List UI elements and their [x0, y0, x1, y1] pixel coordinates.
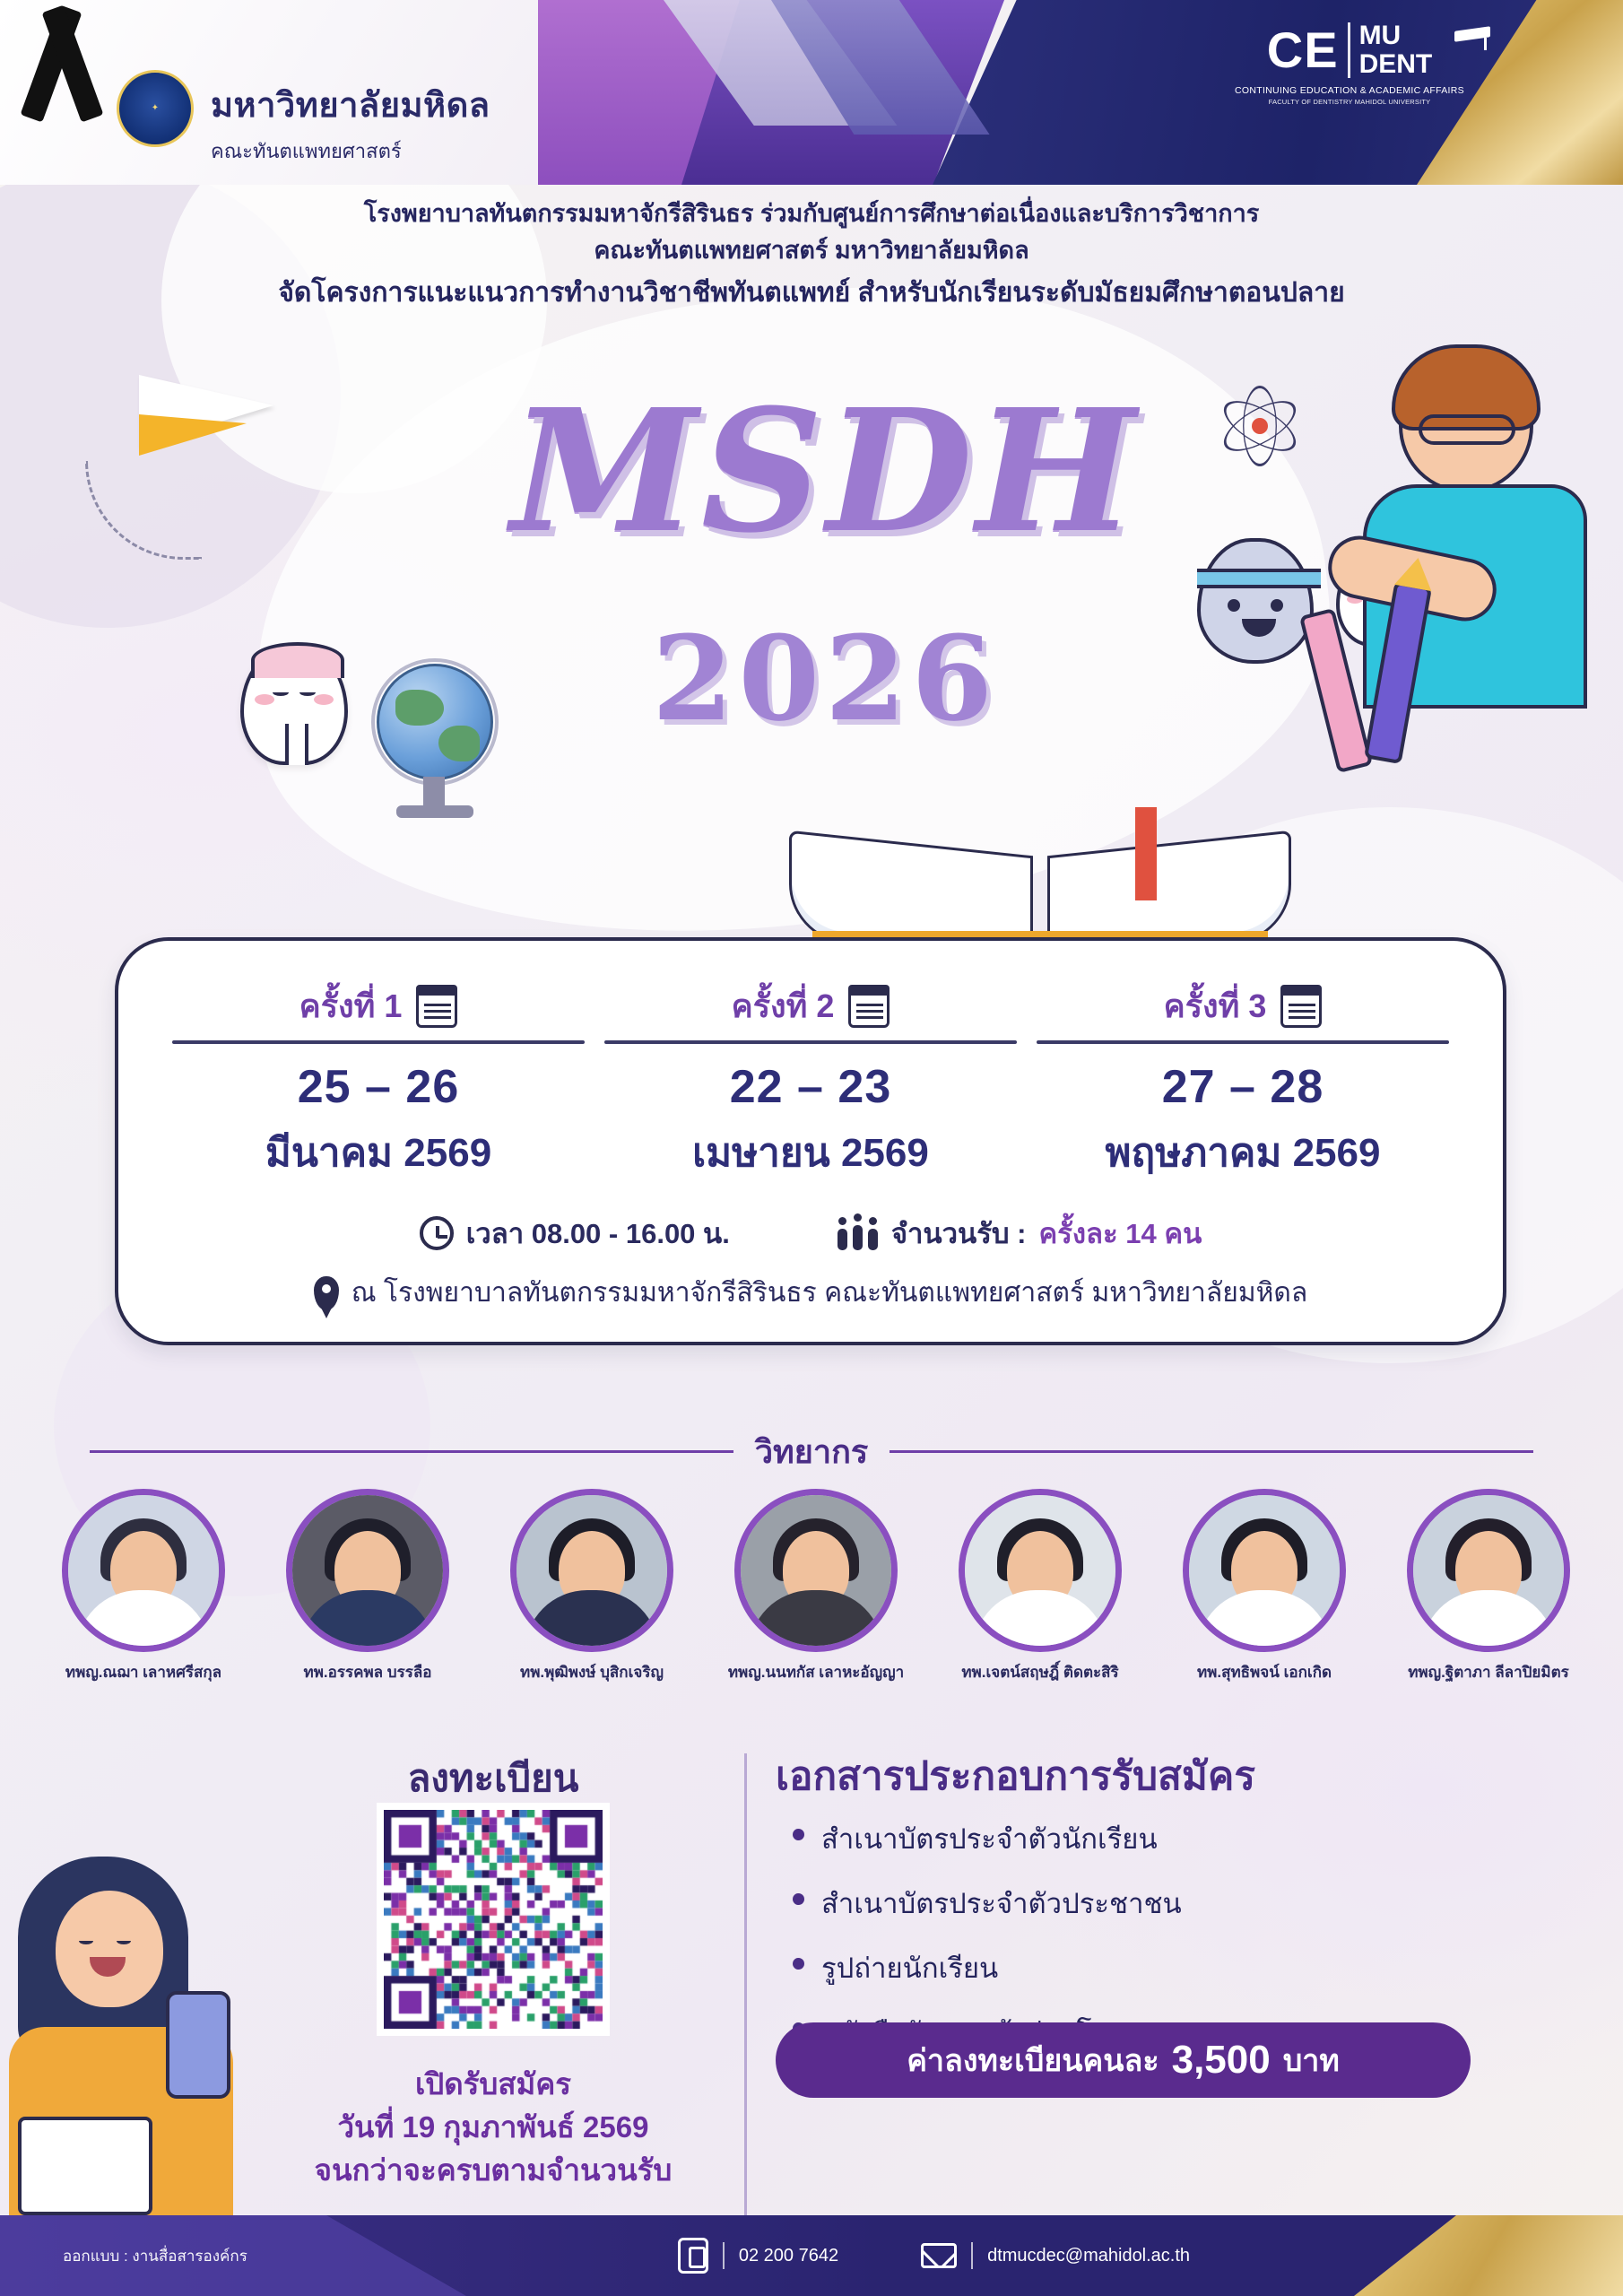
- globe-icon: [377, 664, 511, 825]
- ce-logo-dent: DENT: [1358, 48, 1433, 79]
- speakers-title: วิทยากร: [754, 1433, 869, 1470]
- footer-separator: [971, 2242, 973, 2269]
- mahidol-seal-label: ✦: [151, 102, 160, 113]
- speakers-divider-right: [890, 1450, 1533, 1453]
- ce-logo-subtitle: CONTINUING EDUCATION & ACADEMIC AFFAIRS: [1235, 85, 1464, 96]
- registration-open-block: [269, 2063, 717, 2192]
- session-item: [604, 980, 1017, 1184]
- calendar-icon: [1280, 985, 1322, 1028]
- tooth-mascot-icon: [240, 644, 348, 765]
- fee-amount: 3,500: [1171, 2038, 1271, 2082]
- list-item: รูปถ่ายนักเรียน: [789, 1945, 1488, 1990]
- open-book-icon: [789, 771, 1291, 951]
- footer-separator: [723, 2242, 725, 2269]
- speakers-list: [36, 1489, 1596, 1682]
- fee-badge: [776, 2022, 1471, 2098]
- ce-logo-mu: MU: [1358, 21, 1402, 50]
- footer-phone: 02 200 7642: [738, 2245, 839, 2266]
- fee-prefix: ค่าลงทะเบียนคนละ: [907, 2044, 1159, 2078]
- footer-bar: [0, 2215, 1623, 2296]
- register-open-line1: เปิดรับสมัคร: [414, 2067, 572, 2100]
- speaker-name: ทพ.อรรคพล บรรลือ: [303, 1664, 432, 1681]
- footer-credit: ออกแบบ : งานสื่อสารองค์กร: [63, 2247, 247, 2265]
- footer-email: dtmucdec@mahidol.ac.th: [987, 2245, 1191, 2266]
- avatar: [510, 1489, 673, 1652]
- girl-illustration: [0, 1848, 296, 2224]
- footer-content: [0, 2215, 1623, 2296]
- speaker-name: ทพ.พุฒิพงษ์ บุสิกเจริญ: [520, 1664, 664, 1681]
- speaker-item: [36, 1489, 251, 1682]
- phone-icon: [678, 2238, 708, 2274]
- event-year: 2026: [652, 610, 998, 747]
- avatar: [1183, 1489, 1346, 1652]
- speaker-item: [708, 1489, 924, 1682]
- documents-title: เอกสารประกอบการรับสมัคร: [776, 1754, 1255, 1798]
- avatar: [734, 1489, 898, 1652]
- speaker-item: [484, 1489, 699, 1682]
- calendar-icon: [416, 985, 457, 1028]
- ce-logo-divider: [1348, 22, 1350, 78]
- session-label: ครั้งที่ 2: [731, 987, 835, 1024]
- speaker-item: [933, 1489, 1148, 1682]
- avatar: [1407, 1489, 1570, 1652]
- university-title-block: [211, 77, 490, 167]
- paper-plane-icon: [85, 375, 309, 509]
- top-banner: [0, 0, 1623, 185]
- header-line-1: โรงพยาบาลทันตกรรมมหาจักรีสิรินธร ร่วมกับศูนย์การศึกษาต่อเนื่องและบริการวิชาการ: [363, 200, 1260, 227]
- avatar: [959, 1489, 1122, 1652]
- section-divider: [744, 1753, 747, 2220]
- register-open-line2: วันที่ 19 กุมภาพันธ์ 2569: [337, 2109, 649, 2144]
- qr-code[interactable]: [377, 1803, 610, 2036]
- fee-suffix: บาท: [1282, 2044, 1340, 2078]
- speaker-item: [260, 1489, 475, 1682]
- session-dates: 22 – 23: [729, 1061, 892, 1113]
- location-pin-icon: [314, 1276, 339, 1310]
- header-text-block: [0, 196, 1623, 315]
- atom-icon: [1219, 386, 1300, 466]
- session-item: [1037, 980, 1449, 1184]
- speaker-item: [1381, 1489, 1596, 1682]
- speaker-item: [1157, 1489, 1372, 1682]
- session-item: [172, 980, 585, 1184]
- session-month: พฤษภาคม 2569: [1105, 1131, 1381, 1175]
- speaker-name: ทพ.สุทธิพจน์ เอกเกิด: [1196, 1664, 1332, 1681]
- session-rule: [604, 1040, 1017, 1044]
- event-time: เวลา 08.00 - 16.00 น.: [465, 1218, 730, 1249]
- ce-logo-right: [1359, 22, 1433, 78]
- session-label: ครั้งที่ 3: [1163, 987, 1267, 1024]
- speakers-heading: [90, 1426, 1533, 1477]
- capacity-value: ครั้งละ 14 คน: [1038, 1218, 1202, 1249]
- session-label: ครั้งที่ 1: [299, 987, 403, 1024]
- session-rule: [172, 1040, 585, 1044]
- capacity-label: จำนวนรับ :: [890, 1218, 1027, 1249]
- speaker-name: ทพ.เจตน์สฤษฎิ์ ติดตะสิริ: [961, 1664, 1119, 1681]
- session-month: เมษายน 2569: [692, 1131, 929, 1175]
- list-item: สำเนาบัตรประจำตัวประชาชน: [789, 1881, 1488, 1926]
- schedule-meta-row: [118, 1211, 1503, 1256]
- register-open-line3: จนกว่าจะครบตามจำนวนรับ: [314, 2152, 673, 2187]
- speakers-divider-left: [90, 1450, 733, 1453]
- speaker-name: ทพญ.นนทกัส เลาหะอัญญา: [727, 1664, 905, 1681]
- venue-row: [118, 1272, 1503, 1314]
- mail-icon: [921, 2243, 957, 2268]
- header-line-2: คณะทันตแพทยศาสตร์ มหาวิทยาลัยมหิดล: [594, 236, 1029, 264]
- footer-contact: [678, 2238, 1190, 2274]
- ce-logo-row: [1202, 22, 1497, 78]
- list-item: สำเนาบัตรประจำตัวนักเรียน: [789, 1816, 1488, 1861]
- session-list: [118, 941, 1503, 1184]
- session-month: มีนาคม 2569: [265, 1131, 492, 1175]
- university-name: มหาวิทยาลัยมหิดล: [211, 87, 490, 125]
- speaker-name: ทพญ.ฐิตาภา ลีลาปิยมิตร: [1408, 1664, 1569, 1681]
- header-line-3: จัดโครงการแนะแนวการทำงานวิชาชีพทันตแพทย์ สำหรับนักเรียนระดับมัธยมศึกษาตอนปลาย: [278, 278, 1345, 308]
- calendar-icon: [848, 985, 890, 1028]
- ce-logo: [1202, 22, 1497, 106]
- event-venue: ณ โรงพยาบาลทันตกรรมมหาจักรีสิรินธร คณะทันตแพทยศาสตร์ มหาวิทยาลัยมหิดล: [351, 1278, 1308, 1308]
- graduation-cap-icon: [1454, 29, 1490, 52]
- session-dates: 25 – 26: [297, 1061, 460, 1113]
- ce-logo-main: CE: [1266, 21, 1339, 78]
- schedule-card: [115, 937, 1506, 1345]
- clock-icon: [420, 1216, 454, 1250]
- avatar: [286, 1489, 449, 1652]
- session-dates: 27 – 28: [1161, 1061, 1324, 1113]
- faculty-name: คณะทันตแพทยศาสตร์: [211, 140, 402, 162]
- event-title: MSDH: [510, 372, 1140, 570]
- ce-logo-subtitle2: FACULTY OF DENTISTRY MAHIDOL UNIVERSITY: [1268, 98, 1431, 106]
- mourning-ribbon-icon: [13, 0, 111, 135]
- mahidol-seal-icon: [117, 70, 194, 147]
- water-drop-mascot-icon: [1197, 538, 1314, 664]
- people-icon: [838, 1216, 879, 1250]
- session-rule: [1037, 1040, 1449, 1044]
- avatar: [62, 1489, 225, 1652]
- schedule-meta: [118, 1211, 1503, 1314]
- register-title: ลงทะเบียน: [407, 1757, 579, 1799]
- speaker-name: ทพญ.ณฌา เลาหศรีสกุล: [65, 1664, 222, 1681]
